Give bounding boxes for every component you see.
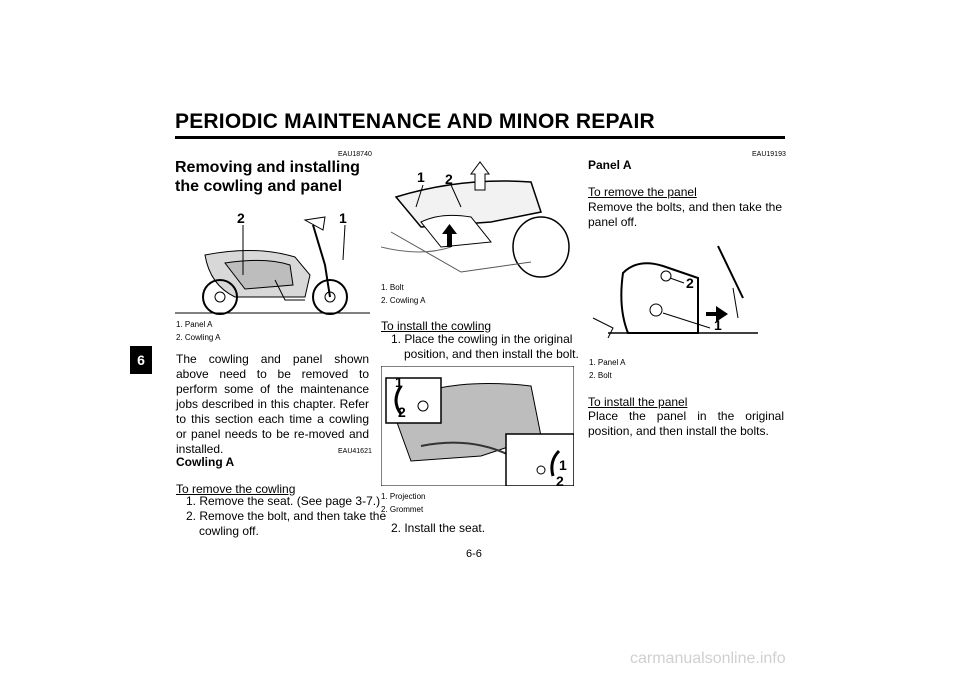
fig-label-1: 1 [417, 169, 425, 185]
fig-label-1: 1 [395, 374, 403, 390]
intro-paragraph: The cowling and panel shown above need to be removed to perform some of the maintenance jobs described in this chapter. Refer to this section each time a cowling or panel needs to be re-moved and installed. [176, 352, 369, 456]
header-rule [175, 136, 785, 139]
caption-1: 1. Panel A [176, 320, 213, 329]
remove-step-1: 1. Remove the seat. (See page 3-7.) [186, 494, 381, 508]
section-code-cowling: EAU41621 [338, 448, 372, 455]
install-step-1b: position, and then install the bolt. [404, 347, 579, 361]
caption-panel-a: 1. Panel A [589, 358, 626, 367]
page-header: PERIODIC MAINTENANCE AND MINOR REPAIR [175, 110, 655, 133]
install-panel-text: Place the panel in the original position, and then install the bolts. [588, 409, 784, 438]
install-cowling-title: To install the cowling [381, 319, 492, 333]
caption-projection: 1. Projection [381, 492, 426, 501]
fig-label-2: 2 [686, 275, 694, 291]
section-code-panel: EAU19193 [752, 151, 786, 158]
caption-grommet: 2. Grommet [381, 505, 424, 514]
page-number: 6-6 [466, 548, 482, 560]
fig-label-1: 1 [339, 210, 347, 226]
caption-2: 2. Cowling A [176, 333, 221, 342]
section-code: EAU18740 [338, 151, 372, 158]
fig-label-2: 2 [237, 210, 245, 226]
caption-cowling: 2. Cowling A [381, 296, 426, 305]
install-step-2: 2. Install the seat. [391, 521, 486, 535]
caption-bolt: 1. Bolt [381, 283, 404, 292]
subheading-panel-a: Panel A [588, 158, 632, 172]
fig-label-2: 2 [445, 171, 453, 187]
chapter-tab: 6 [130, 346, 152, 374]
motorcycle-illustration [175, 205, 370, 315]
remove-cowling-title: To remove the cowling [176, 482, 296, 496]
watermark: carmanualsonline.info [630, 650, 786, 667]
remove-panel-title: To remove the panel [588, 185, 697, 199]
panel-a-illustration [588, 238, 782, 353]
fig-label-1: 1 [714, 317, 722, 333]
fig-label-2b: 2 [556, 473, 564, 486]
caption-bolt: 2. Bolt [589, 371, 612, 380]
subheading-cowling-a: Cowling A [176, 455, 235, 469]
section-heading: Removing and installing the cowling and panel [175, 159, 360, 195]
install-step-1a: 1. Place the cowling in the original [391, 332, 573, 346]
cowling-bolt-photo [381, 152, 574, 280]
remove-step-2: 2. Remove the bolt, and then take the [186, 509, 387, 523]
fig-label-2: 2 [398, 404, 406, 420]
projection-grommet-photo [381, 366, 574, 486]
remove-step-2-cont: cowling off. [199, 524, 259, 538]
remove-panel-text: Remove the bolts, and then take the panel off. [588, 200, 782, 229]
fig-label-1b: 1 [559, 457, 567, 473]
install-panel-title: To install the panel [588, 395, 688, 409]
